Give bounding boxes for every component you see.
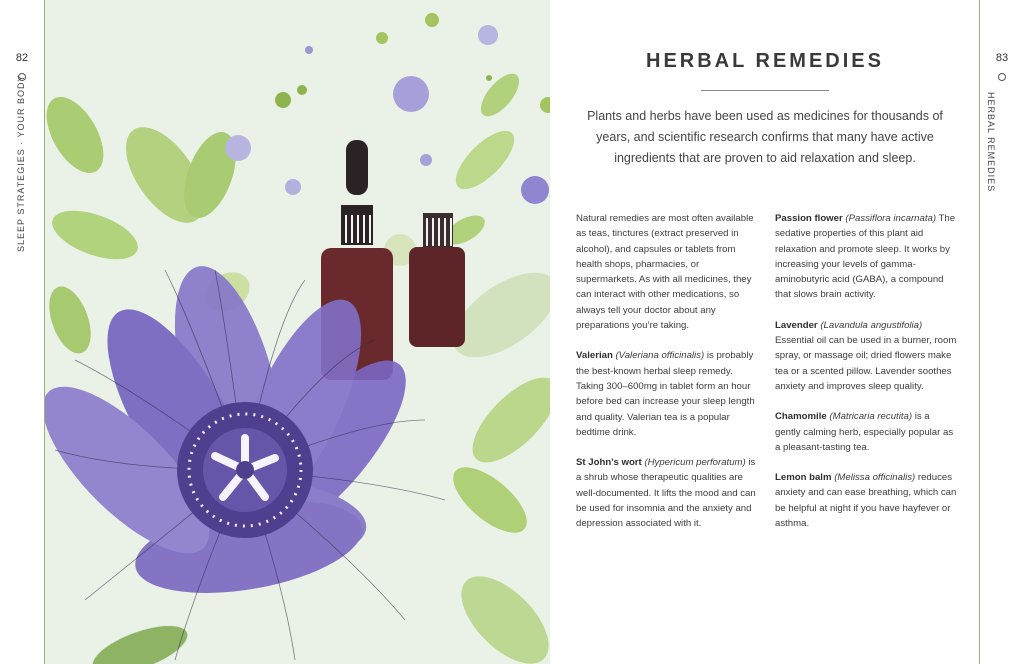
passion-flower-illustration bbox=[45, 0, 550, 664]
remedy-latin-name: (Lavandula angustifolia) bbox=[820, 319, 923, 331]
illustration-svg bbox=[45, 0, 550, 664]
text-page bbox=[551, 0, 979, 664]
remedy-latin-name: (Matricaria recutita) bbox=[829, 411, 913, 423]
paragraph-chamomile bbox=[775, 409, 957, 455]
remedy-heading: St John’s wort bbox=[576, 457, 642, 469]
paragraph-text: is a gently calming herb, especially popular as a pleasant-tasting tea. bbox=[775, 411, 954, 453]
paragraph-text: reduces anxiety and can ease breathing, which can be helpful at night if you have hayfever or asthma. bbox=[775, 472, 957, 530]
margin-dot-right bbox=[998, 73, 1006, 81]
paragraph-lavender bbox=[775, 318, 957, 394]
paragraph-passion-flower bbox=[775, 211, 957, 303]
intro-paragraph: Plants and herbs have been used as medicines for thousands of years, and scientific research confirms that many have active ingredients that are proven to aid relaxation and sleep. bbox=[587, 109, 943, 165]
paragraph-valerian bbox=[576, 348, 758, 440]
paragraph-text: is probably the best-known herbal sleep remedy. Taking 300–600mg in tablet form an hour before bed can increase your sleep length and quality. Valerian tea is a popular bedtime drink. bbox=[576, 350, 755, 438]
left-margin bbox=[0, 0, 45, 664]
remedy-heading: Passion flower bbox=[775, 213, 843, 224]
remedy-latin-name: (Hypericum perforatum) bbox=[644, 457, 746, 469]
title-rule bbox=[701, 90, 829, 91]
page-number-right: 83 bbox=[995, 52, 1009, 64]
remedy-latin-name: (Valeriana officinalis) bbox=[615, 350, 705, 362]
remedy-heading: Valerian bbox=[576, 350, 613, 362]
paragraph-text: The sedative properties of this plant aid relaxation and promote sleep. It works by increasing your levels of gamma-aminobutyric acid (GABA), a compound that slows brain activity. bbox=[775, 213, 956, 301]
paragraph-text: Essential oil can be used in a burner, room spray, or massage oil; dried flowers make tea or a scented pillow. Lavender soothes anxiety and improves sleep quality. bbox=[775, 335, 957, 392]
remedy-latin-name: (Melissa officinalis) bbox=[834, 472, 916, 484]
paragraph-text: Natural remedies are most often available as teas, tinctures (extract preserved in alcohol), and capsules or tablets from health shops, pharmacies, or supermarkets. As with all medicines, they can interact with other medications, so always tell your doctor about any preparations you’re taking. bbox=[576, 213, 754, 332]
text-column-one bbox=[576, 211, 758, 547]
paragraph-st-johns-wort bbox=[576, 455, 758, 531]
page-title: HERBAL REMEDIES bbox=[646, 50, 884, 72]
text-column-two bbox=[775, 211, 957, 546]
remedy-heading: Lemon balm bbox=[775, 472, 832, 484]
paragraph-natural-remedies bbox=[576, 211, 758, 333]
paragraph-text: is a shrub whose therapeutic qualities are well-documented. It lifts the mood and can be used for insomnia and the anxiety and depression associated with it. bbox=[576, 457, 756, 530]
remedy-heading: Chamomile bbox=[775, 411, 827, 423]
paragraph-lemon-balm bbox=[775, 470, 957, 531]
remedy-heading: Lavender bbox=[775, 319, 818, 331]
remedy-latin-name: (Passiflora incarnata) bbox=[845, 213, 937, 224]
running-head-left: SLEEP STRATEGIES · YOUR BODY bbox=[16, 74, 26, 252]
page-number-left: 82 bbox=[15, 52, 29, 64]
running-head-right: HERBAL REMEDIES bbox=[986, 92, 996, 193]
